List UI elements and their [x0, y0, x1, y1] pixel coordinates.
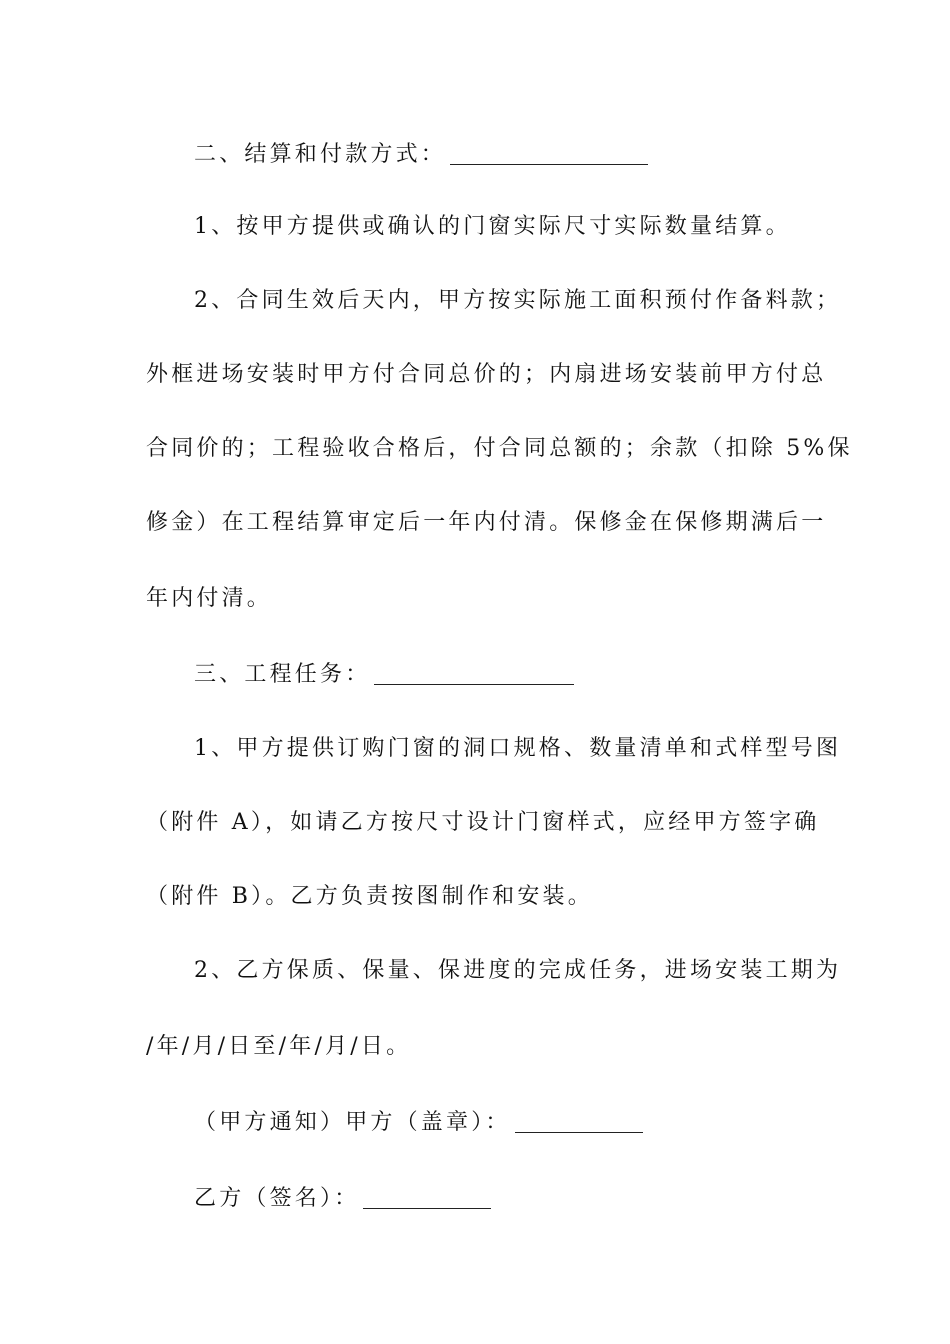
section-2-item-2-line-2: 外框进场安装时甲方付合同总价的；内扇进场安装前甲方付总	[146, 362, 827, 387]
party-b-blank-line	[363, 1186, 491, 1209]
section-2-item-1: 1、按甲方提供或确认的门窗实际尺寸实际数量结算。	[194, 214, 791, 239]
section-2-item-2-line-5: 年内付清。	[146, 586, 273, 611]
party-a-label: （甲方通知）甲方（盖章）：	[194, 1110, 511, 1135]
section-3-item-2-line-1: 2、乙方保质、保量、保进度的完成任务，进场安装工期为	[194, 958, 842, 983]
section-2-item-2-line-4: 修金）在工程结算审定后一年内付清。保修金在保修期满后一	[146, 510, 827, 535]
party-a-blank-line	[515, 1110, 643, 1133]
section-3-item-1-line-3: （附件 B）。乙方负责按图制作和安装。	[146, 884, 593, 909]
section-3-heading-text: 三、工程任务：	[194, 662, 371, 687]
section-3-heading	[194, 660, 854, 690]
section-2-blank-line	[450, 142, 648, 165]
party-b-label: 乙方（签名）：	[194, 1186, 360, 1211]
party-a-signature-line	[194, 1108, 854, 1138]
section-2-heading	[194, 140, 854, 170]
section-3-blank-line	[374, 662, 574, 685]
party-b-signature-line	[194, 1184, 854, 1214]
section-2-item-2-line-1: 2、合同生效后天内，甲方按实际施工面积预付作备料款；	[194, 288, 842, 313]
section-3-item-1-line-1: 1、甲方提供订购门窗的洞口规格、数量清单和式样型号图	[194, 736, 842, 761]
section-2-item-2-line-3: 合同价的；工程验收合格后，付合同总额的；余款（扣除 5%保	[146, 436, 853, 461]
section-2-heading-text: 二、结算和付款方式：	[194, 142, 447, 167]
section-3-item-2-line-2: /年/月/日至/年/月/日。	[146, 1034, 412, 1059]
section-3-item-1-line-2: （附件 A），如请乙方按尺寸设计门窗样式，应经甲方签字确	[146, 810, 820, 835]
